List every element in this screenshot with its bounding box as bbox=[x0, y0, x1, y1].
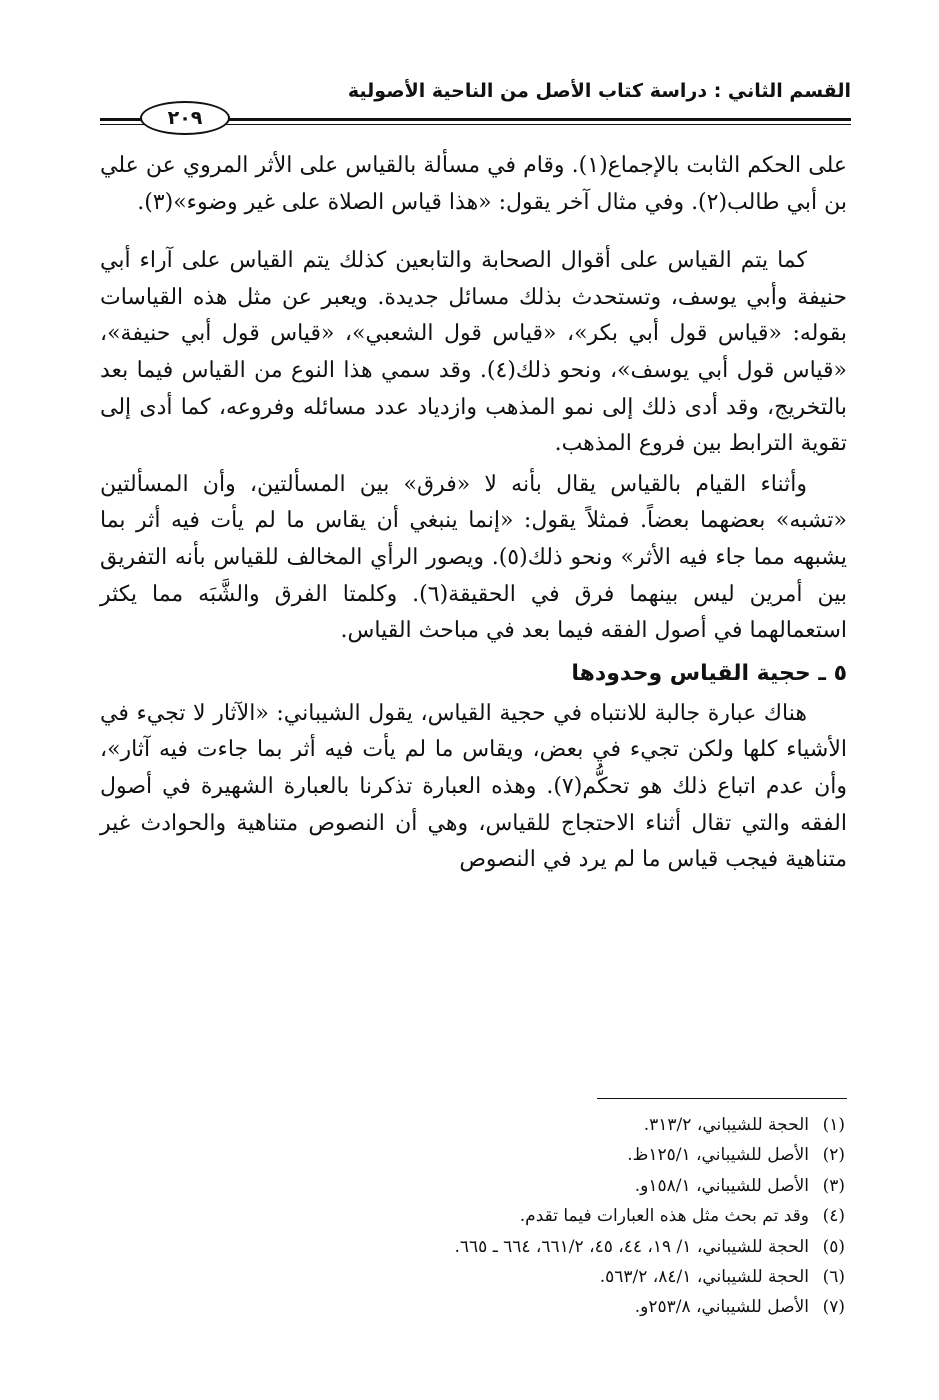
footnote-item bbox=[100, 1201, 845, 1231]
footnote-separator bbox=[597, 1098, 847, 1099]
footnote-text: الحجة للشيباني، ١/ ١٩، ٤٤، ٤٥، ٦٦١/٢، ٦٦٤ ـ ٦٦٥. bbox=[454, 1236, 809, 1257]
footnote-item bbox=[100, 1171, 845, 1201]
footnotes bbox=[100, 1110, 845, 1323]
footnote-text: الأصل للشيباني، ١٥٨/١و. bbox=[634, 1175, 809, 1196]
paragraph-spacer bbox=[100, 221, 847, 243]
footnote-item bbox=[100, 1232, 845, 1262]
footnote-number: (١) bbox=[822, 1115, 845, 1135]
footnote-number: (٥) bbox=[822, 1236, 845, 1257]
footnote-item bbox=[100, 1140, 845, 1170]
paragraph-1: على الحكم الثابت بالإجماع(١). وقام في مسألة بالقياس على الأثر المروي عن علي بن أبي طالب(٢). وفي مثال آخر يقول: «هذا قياس الصلاة على غير وضوء»(٣). bbox=[100, 153, 847, 215]
footnote-text: وقد تم بحث مثل هذه العبارات فيما تقدم. bbox=[519, 1206, 809, 1227]
footnote-text: الأصل للشيباني، ٢٥٣/٨و. bbox=[634, 1297, 809, 1318]
footnote-number: (٢) bbox=[822, 1145, 845, 1166]
page-number: ٢٠٩ bbox=[140, 101, 230, 135]
paragraph-2: كما يتم القياس على أقوال الصحابة والتابعين كذلك يتم القياس على آراء أبي حنيفة وأبي يوسف، وتستحدث بذلك مسائل جديدة. ويعبر عن مثل هذه القياسات بقوله: «قياس قول أبي بكر»، «قياس قول الشعبي»، «قياس قول أبي حنيفة»، «قياس قول أبي يوسف»، ونحو ذلك(٤). وقد سمي هذا النوع من القياس فيما بعد بالتخريج، وقد أدى ذلك إلى نمو المذهب وازدياد عدد مسائله وفروعه، كما أدى إلى تقوية الترابط بين فروع المذهب. bbox=[100, 248, 847, 457]
footnote-item bbox=[100, 1110, 845, 1140]
footnote-text: الحجة للشيباني، ٨٤/١، ٥٦٣/٢. bbox=[599, 1267, 809, 1288]
footnote-number: (٦) bbox=[822, 1267, 845, 1288]
footnote-number: (٣) bbox=[822, 1175, 845, 1196]
footnote-text: الأصل للشيباني، ١٢٥/١ظ. bbox=[627, 1145, 809, 1166]
paragraph-4: هناك عبارة جالبة للانتباه في حجية القياس، يقول الشيباني: «الآثار لا تجيء في الأشياء كلها ولكن تجيء في بعض، ويقاس ما لم يأت فيه أثر بما جاءت فيه آثار»، وأن عدم اتباع ذلك هو تحكُّم(٧). وهذه العبارة تذكرنا بالعبارة الشهيرة في أصول الفقه والتي تقال أثناء الاحتجاج للقياس، وهي أن النصوص متناهية والحوادث غير متناهية فيجب قياس ما لم يرد في النصوص bbox=[100, 700, 847, 873]
section-heading: ٥ ـ حجية القياس وحدودها bbox=[571, 660, 847, 686]
footnote-text: الحجة للشيباني، ٣١٣/٢. bbox=[643, 1115, 809, 1135]
header-title: القسم الثاني : دراسة كتاب الأصل من الناحية الأصولية bbox=[347, 80, 851, 102]
footnote-number: (٤) bbox=[822, 1206, 845, 1227]
main-text bbox=[100, 148, 847, 879]
footnote-item bbox=[100, 1262, 845, 1292]
footnote-item bbox=[100, 1292, 845, 1322]
footnote-number: (٧) bbox=[822, 1297, 845, 1318]
paragraph-3: وأثناء القيام بالقياس يقال بأنه لا «فرق» بين المسألتين، وأن المسألتين «تشبه» بعضهما بعضاً. فمثلاً يقول: «إنما ينبغي أن يقاس ما لم يأت فيه أثر بما يشبهه مما جاء فيه الأثر» ونحو ذلك(٥). ويصور الرأي المخالف للقياس بأنه التفريق بين أمرين ليس بينهما فرق في الحقيقة(٦). وكلمتا الفرق والشَّبَه مما يكثر استعمالهما في أصول الفقه فيما بعد في مباحث القياس. bbox=[100, 471, 847, 644]
